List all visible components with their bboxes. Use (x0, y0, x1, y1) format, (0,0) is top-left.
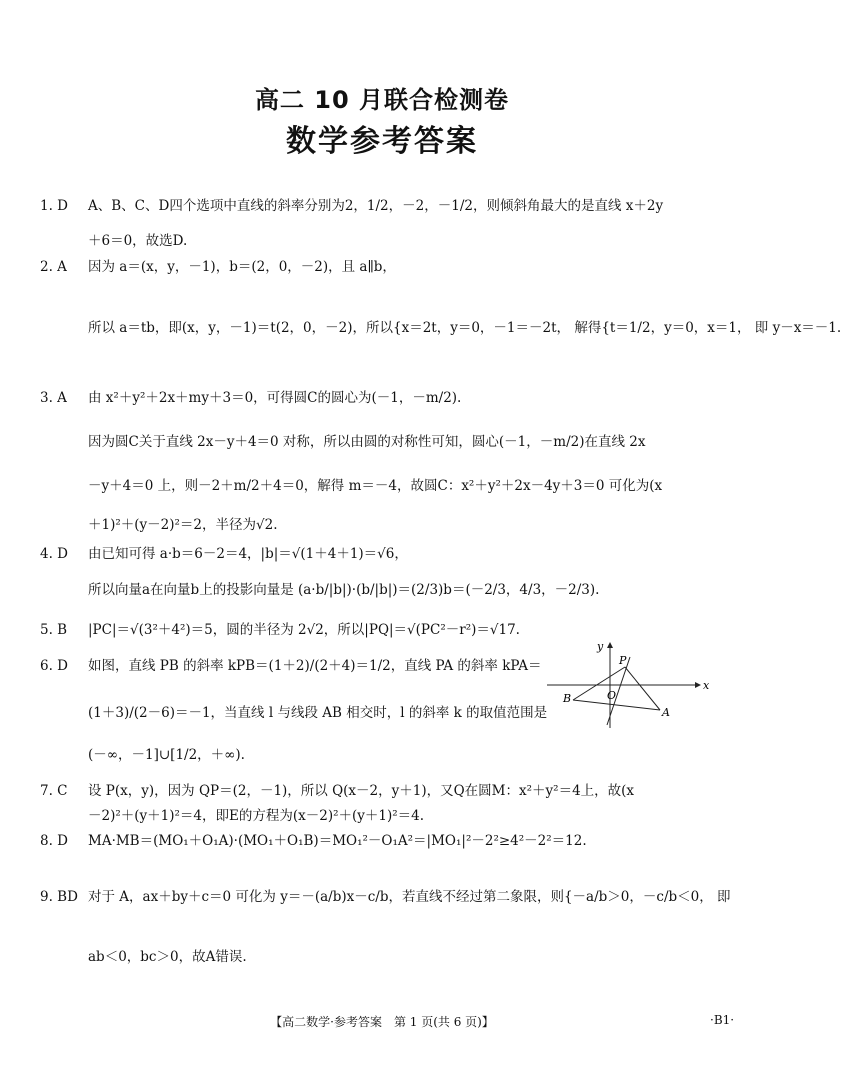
question-number: 2. A (40, 259, 67, 275)
question-number: 3. A (40, 390, 67, 406)
point-p: P (619, 654, 627, 667)
footer-code: ·B1· (710, 1013, 735, 1027)
answer-line: 如图，直线 PB 的斜率 kPB＝(1＋2)/(2＋4)＝1/2，直线 PA 的斜率 kPA＝ (88, 658, 542, 674)
question-number: 8. D (40, 833, 68, 849)
answer-line: ab＜0，bc＞0，故A错误. (88, 949, 247, 965)
answer-line: 所以向量a在向量b上的投影向量是 (a·b/|b|)·(b/|b|)＝(2/3)b＝(－2/3，4/3，－2/3). (88, 582, 600, 598)
question-number: 9. BD (40, 889, 78, 905)
answer-line: 所以 a＝tb，即(x，y，－1)＝t(2，0，－2)，所以{x＝2t，y＝0，－1＝－2t， 解得{t＝1/2，y＝0，x＝1， 即 y－x＝－1. (88, 320, 841, 336)
y-label: y (597, 640, 604, 653)
segment-ab (573, 700, 660, 710)
question-number: 5. B (40, 622, 68, 638)
answer-line: －y＋4＝0 上，则－2＋m/2＋4＝0，解得 m＝－4，故圆C：x²＋y²＋2x－4y＋3＝0 可化为(x (88, 478, 663, 494)
answer-line: (－∞，－1]∪[1/2，＋∞). (88, 747, 245, 763)
answer-line: ＋1)²＋(y－2)²＝2，半径为√2. (88, 517, 278, 533)
answer-line: 因为 a＝(x，y，－1)，b＝(2，0，－2)，且 a∥b， (88, 259, 396, 275)
question-number: 4. D (40, 546, 68, 562)
answer-line: ＋6＝0，故选D. (88, 233, 188, 249)
point-b: B (563, 692, 572, 705)
point-o: O (607, 689, 617, 702)
footer-text: 【高二数学·参考答案 第 1 页(共 6 页)】 (270, 1015, 494, 1029)
x-label: x (703, 679, 710, 692)
line-pa (625, 667, 660, 710)
x-axis-arrow (695, 682, 701, 688)
answer-line: 设 P(x，y)，因为 QP＝(2，－1)，所以 Q(x－2，y＋1)，又Q在圆M：x²＋y²＝4上，故(x (88, 783, 635, 799)
question-number: 1. D (40, 198, 68, 214)
answer-line: 由 x²＋y²＋2x＋my＋3＝0，可得圆C的圆心为(－1，－m/2). (88, 390, 462, 406)
answer-line: A、B、C、D四个选项中直线的斜率分别为2，1/2，－2，－1/2，则倾斜角最大的是直线 x＋2y (88, 198, 664, 214)
answer-line: MA·MB＝(MO₁＋O₁A)·(MO₁＋O₁B)＝MO₁²－O₁A²＝|MO₁|²－2²≥4²－2²＝12. (88, 833, 587, 849)
answer-line: (1＋3)/(2－6)＝－1，当直线 l 与线段 AB 相交时，l 的斜率 k 的取值范围是 (88, 705, 548, 721)
y-axis-arrow (607, 642, 613, 648)
point-a: A (662, 706, 670, 719)
answer-line: －2)²＋(y＋1)²＝4，即E的方程为(x－2)²＋(y＋1)²＝4. (88, 808, 425, 824)
question-number: 6. D (40, 658, 68, 674)
answer-line: 对于 A，ax＋by＋c＝0 可化为 y＝－(a/b)x－c/b，若直线不经过第二象限，则{－a/b＞0，－c/b＜0， 即 (88, 889, 731, 905)
answer-line: 因为圆C关于直线 2x－y＋4＝0 对称，所以由圆的对称性可知，圆心(－1，－m/2)在直线 2x (88, 434, 646, 450)
coordinate-figure (545, 640, 715, 730)
page-subtitle: 数学参考答案 (286, 124, 478, 159)
question-number: 7. C (40, 783, 68, 799)
page-title: 高二 10 月联合检测卷 (254, 86, 510, 114)
answer-line: |PC|＝√(3²＋4²)＝5，圆的半径为 2√2，所以|PQ|＝√(PC²－r²)＝√17. (88, 622, 520, 638)
answer-line: 由已知可得 a·b＝6－2＝4，|b|＝√(1＋4＋1)＝√6， (88, 546, 408, 562)
